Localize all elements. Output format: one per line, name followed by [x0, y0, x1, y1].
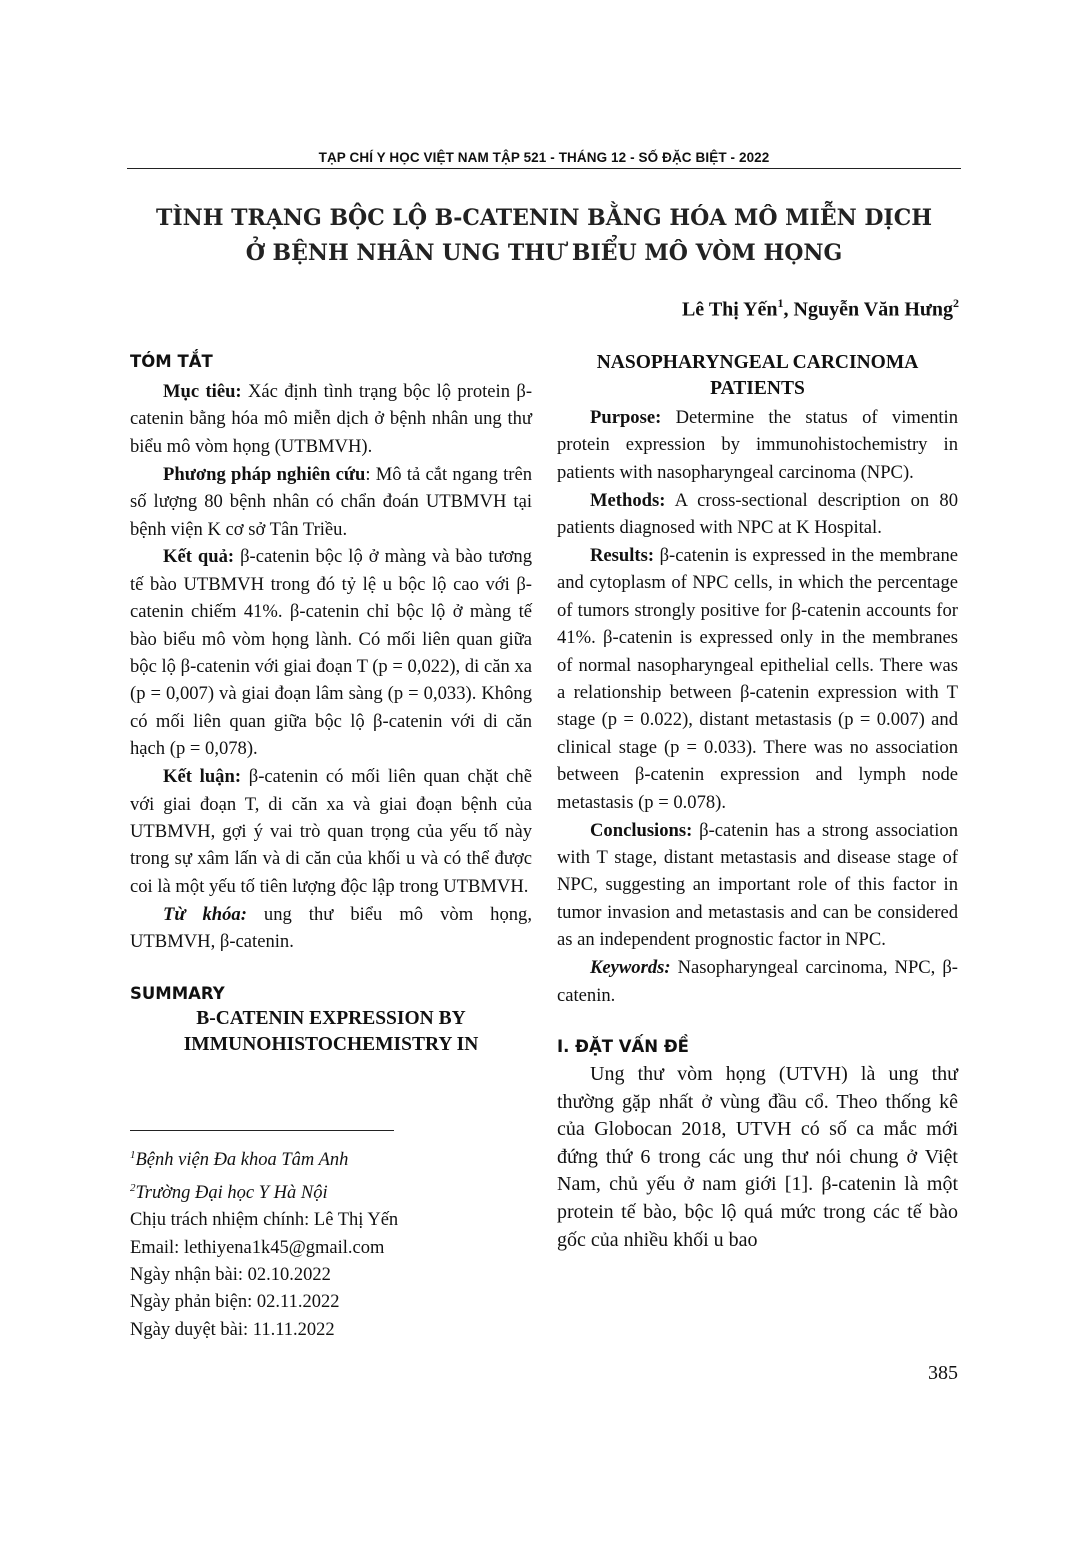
en-methods-paragraph — [557, 487, 958, 542]
vn-keywords-text: ung thư biểu mô vòm họng, UTBMVH, β-catenin. — [130, 903, 532, 953]
accepted-date: Ngày duyệt bài: 11.11.2022 — [130, 1319, 335, 1340]
title-line-1: TÌNH TRẠNG BỘC LỘ Β-CATENIN BẰNG HÓA MÔ MIỄN DỊCH — [155, 205, 933, 231]
received-date: Ngày nhận bài: 02.10.2022 — [130, 1264, 331, 1285]
en-results-text: β-catenin is expressed in the membrane and cytoplasm of NPC cells, in which the percentage of tumors strongly positive for β-catenin accounts for 41%. β-catenin is expressed only in the membranes of normal nasopharyngeal epithelial cells. There was a relationship between β-catenin expression with T stage (p = 0.022), distant metastasis (p = 0.007) and clinical stage (p = 0.033). There was no association between β-catenin expression and lymph node metastasis (p = 0.078). — [557, 545, 958, 813]
journal-header: TẠP CHÍ Y HỌC VIỆT NAM TẬP 521 - THÁNG 12 - SỐ ĐẶC BIỆT - 2022 — [318, 150, 770, 165]
en-keywords-label: Keywords: — [590, 957, 671, 979]
title-line-2: Ở BỆNH NHÂN UNG THƯ BIỂU MÔ VÒM HỌNG — [245, 240, 843, 266]
footnotes — [130, 1142, 532, 1344]
author-1: Lê Thị Yến — [681, 298, 778, 321]
left-column — [130, 350, 532, 1058]
vn-keywords-label: Từ khóa: — [163, 903, 247, 925]
vn-results-text: β-catenin bộc lộ ở màng và bào tương tế bào UTBMVH trong đó tỷ lệ u bộc lộ cao với β-catenin chiếm 41%. β-catenin chỉ bộc lộ ở màng tế bào biểu mô vòm họng lành. Có mối liên quan giữa bộc lộ β-catenin với giai đoạn T (p = 0,022), di căn xa (p = 0,007) và giai đoạn lâm sàng (p = 0,033). Không có mối liên quan giữa bộc lộ β-catenin với di căn hạch (p = 0,078). — [130, 546, 532, 760]
review-date: Ngày phản biện: 02.11.2022 — [130, 1292, 340, 1313]
author-2: Nguyễn Văn Hưng — [793, 298, 953, 321]
vn-results-label: Kết quả: — [163, 546, 235, 568]
summary-heading: SUMMARY — [130, 983, 225, 1003]
affiliation-1-text: Bệnh viện Đa khoa Tâm Anh — [135, 1150, 349, 1171]
en-conclusions-label: Conclusions: — [590, 819, 693, 841]
affiliation-1 — [130, 1142, 532, 1175]
en-conclusions-paragraph — [557, 817, 958, 954]
en-results-paragraph — [557, 542, 958, 816]
vn-methods-paragraph — [130, 461, 532, 543]
vn-conclusion-paragraph — [130, 763, 532, 900]
vn-abstract-heading: TÓM TẮT — [130, 352, 213, 371]
affiliation-2-text: Trường Đại học Y Hà Nội — [135, 1182, 328, 1203]
page-number: 385 — [928, 1362, 958, 1384]
author-list — [682, 297, 959, 322]
summary-title-part-1: B-CATENIN EXPRESSION BY IMMUNOHISTOCHEMISTRY IN — [183, 1007, 479, 1055]
en-methods-text: A cross-sectional description on 80 patients diagnosed with NPC at K Hospital. — [557, 489, 958, 539]
author-separator: , — [783, 298, 794, 321]
intro-paragraph: Ung thư vòm họng (UTVH) là ung thư thường gặp nhất ở vùng đầu cổ. Theo thống kê của Globocan 2018, UTVH có số ca mắc mới đứng thứ 6 trong các ung thư nói chung ở Việt Nam, chủ yếu ở nam giới [1]. β-catenin là một protein tế bào, bộc lộ quá mức trong các tế bào gốc của nhiều khối u bao — [557, 1062, 958, 1251]
en-purpose-text: Determine the status of vimentin protein expression by immunohistochemistry in patients with nasopharyngeal carcinoma (NPC). — [557, 407, 958, 483]
en-results-label: Results: — [590, 545, 655, 567]
author-2-affiliation: 2 — [953, 296, 959, 310]
vn-methods-text: : Mô tả cắt ngang trên số lượng 80 bệnh nhân có chẩn đoán UTBMVH tại bệnh viện K cơ sở Tân Triều. — [130, 463, 532, 540]
en-methods-label: Methods: — [590, 489, 666, 511]
en-purpose-label: Purpose: — [590, 407, 662, 428]
vn-conclusion-label: Kết luận: — [163, 766, 242, 788]
summary-title-part-2: NASOPHARYNGEAL CARCINOMA PATIENTS — [596, 352, 919, 399]
en-purpose-paragraph — [557, 404, 958, 486]
vn-objective-text: Xác định tình trạng bộc lộ protein β-catenin bằng hóa mô miễn dịch ở bệnh nhân ung thư biểu mô vòm họng (UTBMVH). — [130, 381, 533, 457]
vn-conclusion-text: β-catenin có mối liên quan chặt chẽ với giai đoạn T, di căn xa và giai đoạn bệnh của UTBMVH, gợi ý vai trò quan trọng của yếu tố này trong sự xâm lấn và di căn của khối u và có thể được coi là một yếu tố tiên lượng độc lập trong UTBMVH. — [130, 766, 532, 897]
vn-objective-paragraph — [130, 378, 532, 460]
vn-results-paragraph — [130, 543, 532, 762]
en-conclusions-text: β-catenin has a strong association with T stage, distant metastasis and disease stage of NPC, suggesting an important role of this factor in tumor invasion and metastasis and can be considered as an independent prognostic factor in NPC. — [557, 819, 958, 951]
contact-email: Email: lethiyena1k45@gmail.com — [130, 1237, 385, 1258]
right-column — [557, 350, 958, 1255]
affiliation-1-number: 1 — [130, 1149, 136, 1161]
footnote-rule — [130, 1130, 394, 1131]
vn-objective-label: Mục tiêu: — [163, 381, 242, 402]
author-1-affiliation: 1 — [777, 296, 784, 310]
vn-methods-label: Phương pháp nghiên cứu — [163, 463, 366, 485]
header-rule — [127, 168, 961, 169]
corresponding-author: Chịu trách nhiệm chính: Lê Thị Yến — [130, 1210, 399, 1231]
vn-keywords-paragraph — [130, 901, 532, 956]
affiliation-2 — [130, 1175, 532, 1208]
intro-heading: I. ĐẶT VẤN ĐỀ — [557, 1036, 689, 1056]
en-keywords-paragraph — [557, 954, 958, 1009]
article-title — [127, 201, 961, 271]
en-keywords-text: Nasopharyngeal carcinoma, NPC, β-catenin. — [557, 957, 958, 1006]
affiliation-2-number: 2 — [130, 1181, 136, 1194]
